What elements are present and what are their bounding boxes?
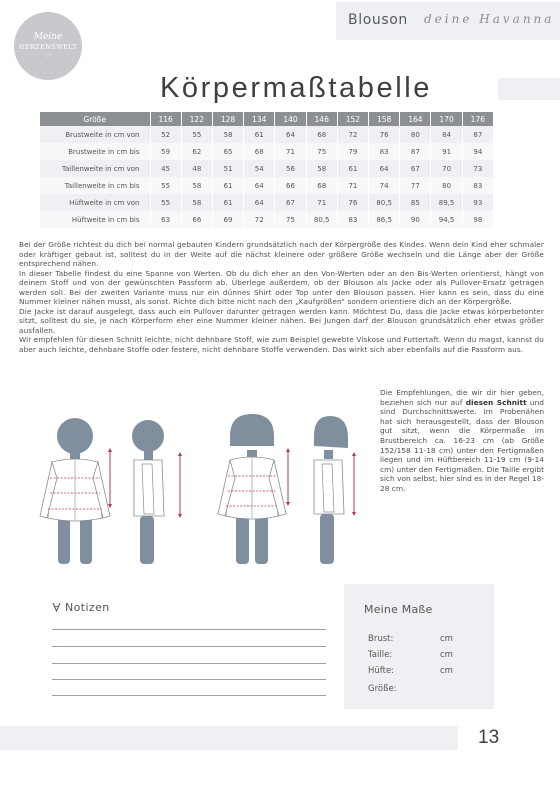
measurement-cell: 72 xyxy=(244,211,275,228)
size-table-row xyxy=(40,160,494,177)
fit-text-emphasis: diesen Schnitt xyxy=(465,397,527,407)
logo-brand-text: HERZENSWELT xyxy=(18,43,78,51)
measurement-cell: 61 xyxy=(244,126,275,143)
measurement-cell: 64 xyxy=(244,177,275,194)
measurement-cell: 61 xyxy=(337,160,368,177)
measure-label-chest: Brust: xyxy=(368,634,394,644)
measurement-cell: 56 xyxy=(275,160,306,177)
size-column-header: Größe xyxy=(40,112,150,126)
measurement-cell: 80,5 xyxy=(369,194,400,211)
measurement-cell: 72 xyxy=(337,126,368,143)
paragraph: In dieser Tabelle findest du eine Spanne von Werten. Ob du dich eher an den Von-Werten oder an den Bis-Werten orientierst, hängt von deinem Stoff und von der gewünschten Passform ab. Überlege außerdem, ob der Blouson als Jacke oder als Pullover-Ersatz getragen werden soll. Bei der zweiten Variante muss nur ein dünnes Shirt oder Top unter den Blouson passen. Hier kann es sein, dass du eine Nummer kleiner nähen musst, als sonst. Richte dich bitte nicht nach den „Kaufgrößen“ sondern orientiere dich an der Körpergröße. xyxy=(19,268,544,306)
measurement-cell: 80 xyxy=(431,177,462,194)
measure-label-hip: Hüfte: xyxy=(368,666,395,676)
size-header-cell: 146 xyxy=(306,112,337,126)
size-table-header-row xyxy=(40,112,494,126)
measurement-cell: 59 xyxy=(150,143,181,160)
pattern-subtitle: deine Havanna xyxy=(424,12,555,26)
measurement-cell: 84 xyxy=(431,126,462,143)
measure-label-size: Größe: xyxy=(368,684,397,694)
measurement-cell: 79 xyxy=(337,143,368,160)
measurement-cell: 83 xyxy=(369,143,400,160)
fit-text-rest: und sind Durchschnittswerte. Im Probenähen hat sich herausgestellt, dass der Blouson gut sitzt, wenn die Körpermaße im Brustbereich ca. 16-23 cm (ab Größe 152/158 11-18 cm) unter den Fertigmaßen liegen und im Hüftbereich 11-19 cm (9-14 cm) unter den Fertigmaßen. Die Taille ergibt sich von selbst, hier sind es in der Regel 18-28 cm. xyxy=(380,397,544,493)
notes-heading xyxy=(52,601,110,614)
measurement-cell: 54 xyxy=(244,160,275,177)
measurement-cell: 67 xyxy=(275,194,306,211)
boy-front-figure xyxy=(40,418,110,564)
measurement-cell: 68 xyxy=(306,126,337,143)
row-label: Hüftweite in cm von xyxy=(40,194,150,211)
pencil-icon xyxy=(52,602,61,612)
size-header-cell: 116 xyxy=(150,112,181,126)
boy-side-figure xyxy=(132,420,164,564)
size-header-cell: 140 xyxy=(275,112,306,126)
measurement-cell: 61 xyxy=(212,194,243,211)
measurement-cell: 69 xyxy=(212,211,243,228)
measurement-cell: 83 xyxy=(462,177,493,194)
row-label: Hüftweite in cm bis xyxy=(40,211,150,228)
fit-recommendation-text xyxy=(380,388,544,494)
measurement-cell: 52 xyxy=(150,126,181,143)
footer-band xyxy=(0,726,458,750)
measurement-cell: 67 xyxy=(400,160,431,177)
size-header-cell: 158 xyxy=(369,112,400,126)
girl-side-figure xyxy=(314,416,348,564)
measurement-cell: 91 xyxy=(431,143,462,160)
my-measures-title: Meine Maße xyxy=(364,603,433,616)
measurement-cell: 48 xyxy=(181,160,212,177)
measurement-cell: 55 xyxy=(181,126,212,143)
size-header-cell: 122 xyxy=(181,112,212,126)
measurement-cell: 77 xyxy=(400,177,431,194)
size-table-row xyxy=(40,194,494,211)
measurement-cell: 94,5 xyxy=(431,211,462,228)
measurement-cell: 80,5 xyxy=(306,211,337,228)
heart-icon: ♡ xyxy=(44,52,52,60)
measurement-cell: 83 xyxy=(337,211,368,228)
measurement-cell: 66 xyxy=(181,211,212,228)
measurement-cell: 70 xyxy=(431,160,462,177)
measurement-cell: 58 xyxy=(181,177,212,194)
girl-front-figure xyxy=(218,414,286,564)
size-header-cell: 128 xyxy=(212,112,243,126)
measurement-cell: 66 xyxy=(275,177,306,194)
measurement-cell: 71 xyxy=(306,194,337,211)
size-header-cell: 152 xyxy=(337,112,368,126)
measurement-cell: 98 xyxy=(462,211,493,228)
measure-label-waist: Taille: xyxy=(368,650,393,660)
measurement-cell: 76 xyxy=(369,126,400,143)
measurement-cell: 89,5 xyxy=(431,194,462,211)
page-title: Körpermaßtabelle xyxy=(159,72,433,104)
measurement-cell: 75 xyxy=(306,143,337,160)
measurement-cell: 75 xyxy=(275,211,306,228)
brand-logo xyxy=(14,12,82,80)
measurement-cell: 61 xyxy=(212,177,243,194)
row-label: Taillenweite in cm bis xyxy=(40,177,150,194)
measure-unit: cm xyxy=(440,650,453,660)
size-table-row xyxy=(40,143,494,160)
note-line[interactable] xyxy=(52,646,326,647)
paragraph: Bei der Größe richtest du dich bei normal gebauten Kindern grundsätzlich nach der Körpergröße des Kindes. Wenn dein Kind eher schmaler oder kräftiger gebaut ist, solltest du in der Weite auf die nächst kleinere oder größere Größe wechseln und die Länge aber der Größe entsprechend nähen. xyxy=(19,240,544,268)
measure-unit: cm xyxy=(440,634,453,644)
row-label: Brustweite in cm von xyxy=(40,126,150,143)
measurement-cell: 74 xyxy=(369,177,400,194)
instructions-text xyxy=(19,240,544,354)
size-header-cell: 176 xyxy=(462,112,493,126)
measurement-cell: 68 xyxy=(306,177,337,194)
measurement-cell: 63 xyxy=(150,211,181,228)
measurement-cell: 86,5 xyxy=(369,211,400,228)
measurement-cell: 76 xyxy=(337,194,368,211)
notes-title: Notizen xyxy=(65,601,110,614)
note-line[interactable] xyxy=(52,679,326,680)
measurement-cell: 94 xyxy=(462,143,493,160)
measurement-figures xyxy=(30,398,370,570)
measurement-cell: 71 xyxy=(275,143,306,160)
size-table-row xyxy=(40,126,494,143)
size-table-row xyxy=(40,177,494,194)
paragraph: Wir empfehlen für diesen Schnitt leichte, nicht dehnbare Stoff, wie zum Beispiel gewebte Viskose und Futtertaft. Wenn du magst, kannst du aber auch leichte, dehnbare Stoffe oder festere, nicht dehnbare Stoffe verwenden. Das wirkt sich aber ebenfalls auf die Passform aus. xyxy=(19,335,545,354)
measurement-cell: 45 xyxy=(150,160,181,177)
fit-text-intro: Die Empfehlungen, die wir dir hier geben, beziehen sich nur auf xyxy=(380,388,544,407)
measurement-cell: 87 xyxy=(400,143,431,160)
measurement-cell: 90 xyxy=(400,211,431,228)
note-line[interactable] xyxy=(52,695,326,696)
measurement-cell: 58 xyxy=(306,160,337,177)
measurement-cell: 85 xyxy=(400,194,431,211)
row-label: Brustweite in cm bis xyxy=(40,143,150,160)
measurement-cell: 62 xyxy=(181,143,212,160)
size-table-body xyxy=(40,126,494,228)
measurement-cell: 58 xyxy=(181,194,212,211)
measurement-cell: 68 xyxy=(244,143,275,160)
page-number: 13 xyxy=(478,727,500,748)
note-line[interactable] xyxy=(52,629,326,630)
logo-script-text: Meine xyxy=(33,32,63,42)
pattern-name: Blouson xyxy=(348,12,408,28)
measurement-cell: 64 xyxy=(369,160,400,177)
measurement-cell: 64 xyxy=(244,194,275,211)
size-header-cell: 170 xyxy=(431,112,462,126)
measurement-cell: 93 xyxy=(462,194,493,211)
measurement-cell: 55 xyxy=(150,194,181,211)
measurement-cell: 55 xyxy=(150,177,181,194)
size-table xyxy=(40,112,494,228)
measurement-cell: 73 xyxy=(462,160,493,177)
measurement-cell: 80 xyxy=(400,126,431,143)
note-line[interactable] xyxy=(52,663,326,664)
size-table-row xyxy=(40,211,494,228)
measurement-cell: 64 xyxy=(275,126,306,143)
measurement-cell: 65 xyxy=(212,143,243,160)
size-header-cell: 164 xyxy=(400,112,431,126)
row-label: Taillenweite in cm von xyxy=(40,160,150,177)
measurement-cell: 87 xyxy=(462,126,493,143)
paragraph: Die Jacke ist darauf ausgelegt, dass auch ein Pullover darunter getragen werden kann. Möchtest Du, dass die Jacke etwas körperbetonter sitzt, solltest du sie, je nach Körperform eher eine Nummer kleiner nähen. Bei Jungen darf der Blouson grundsätzlich eher etwas größer ausfallen. xyxy=(19,306,544,335)
measure-unit: cm xyxy=(440,666,453,676)
size-header-cell: 134 xyxy=(244,112,275,126)
measurement-cell: 51 xyxy=(212,160,243,177)
measurement-cell: 58 xyxy=(212,126,243,143)
measurement-cell: 71 xyxy=(337,177,368,194)
